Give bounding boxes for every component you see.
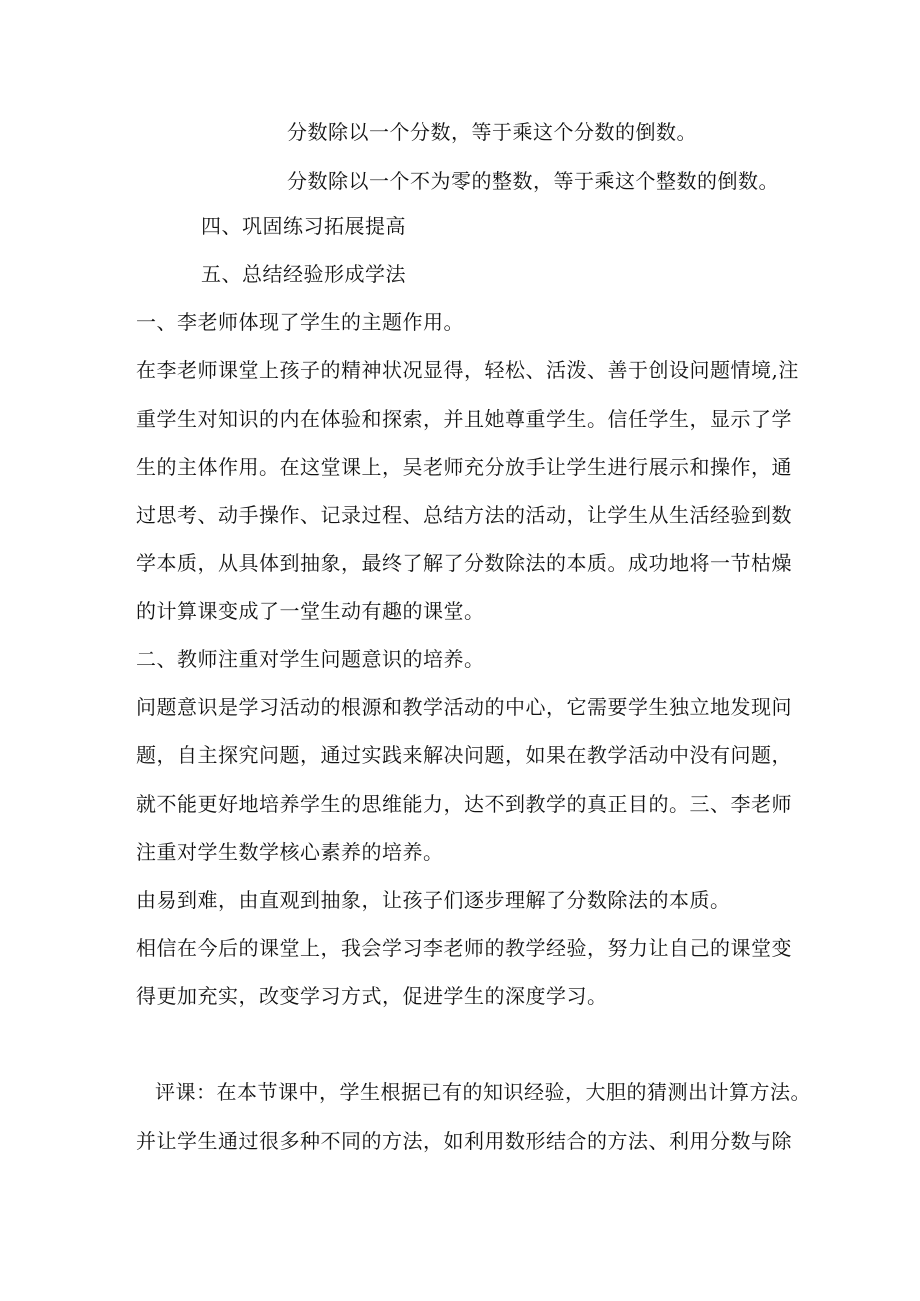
section-heading-1: 一、李老师体现了学生的主题作用。	[136, 310, 464, 334]
step-heading-4: 四、巩固练习拓展提高	[201, 214, 406, 238]
section-heading-2: 二、教师注重对学生问题意识的培养。	[136, 647, 485, 671]
paragraph-line: 问题意识是学习活动的根源和教学活动的中心，它需要学生独立地发现问	[136, 695, 792, 719]
review-paragraph-line: 评课：在本节课中，学生根据已有的知识经验，大胆的猜测出计算方法。	[155, 1080, 811, 1104]
paragraph-line: 就不能更好地培养学生的思维能力，达不到教学的真正目的。三、李老师	[136, 792, 792, 816]
paragraph-line: 题，自主探究问题，通过实践来解决问题，如果在教学活动中没有问题，	[136, 743, 792, 767]
paragraph-line: 学本质，从具体到抽象，最终了解了分数除法的本质。成功地将一节枯燥	[136, 551, 792, 575]
review-paragraph-line: 并让学生通过很多种不同的方法，如利用数形结合的方法、利用分数与除	[136, 1129, 792, 1153]
paragraph-line: 生的主体作用。在这堂课上，吴老师充分放手让学生进行展示和操作，通	[136, 455, 792, 479]
paragraph-line: 得更加充实，改变学习方式，促进学生的深度学习。	[136, 984, 608, 1008]
paragraph-line: 重学生对知识的内在体验和探索，并且她尊重学生。信任学生，显示了学	[136, 407, 792, 431]
paragraph-line: 在李老师课堂上孩子的精神状况显得，轻松、活泼、善于创设问题情境,注	[136, 358, 799, 382]
paragraph-line: 注重对学生数学核心素养的培养。	[136, 840, 444, 864]
step-heading-5: 五、总结经验形成学法	[201, 262, 406, 286]
paragraph-line: 由易到难，由直观到抽象，让孩子们逐步理解了分数除法的本质。	[136, 888, 731, 912]
paragraph-line: 过思考、动手操作、记录过程、总结方法的活动，让学生从生活经验到数	[136, 503, 792, 527]
rule-line-1: 分数除以一个分数，等于乘这个分数的倒数。	[287, 120, 697, 144]
paragraph-line: 相信在今后的课堂上，我会学习李老师的教学经验，努力让自己的课堂变	[136, 936, 792, 960]
paragraph-line: 的计算课变成了一堂生动有趣的课堂。	[136, 599, 485, 623]
rule-line-2: 分数除以一个不为零的整数，等于乘这个整数的倒数。	[287, 169, 779, 193]
